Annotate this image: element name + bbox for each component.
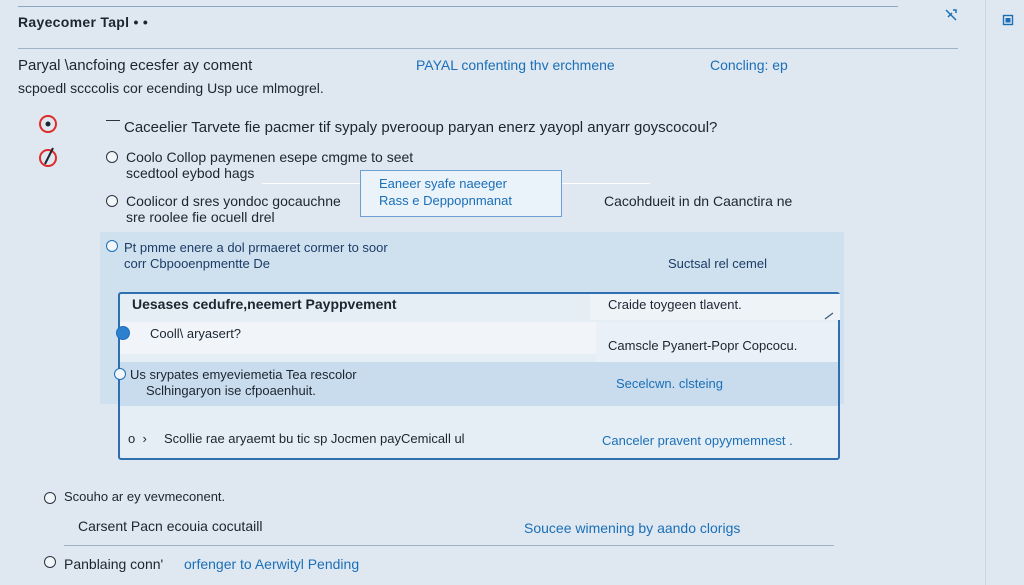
bottom-line2: Carsent Pacn ecouia cocutaill	[78, 518, 263, 534]
option-right-text: Cacohdueit in dn Caanctira ne	[604, 193, 793, 209]
panel-row2-line2: Sclhingaryon ise cfpoaenhuit.	[146, 383, 316, 398]
question-text: Caceelier Tarvete fie pacmer tif sypaly pverooup paryan enerz yayopl anyarr goyscocoul?	[124, 119, 718, 136]
window-icon[interactable]	[1002, 14, 1014, 29]
right-sidebar-divider	[985, 0, 986, 585]
payment-panel	[118, 292, 840, 460]
section-radio[interactable]	[106, 240, 118, 252]
section-line1: Pt pmme enere a dol prmaeret cormer to soor	[124, 240, 388, 255]
bottom-line3-prefix: Panblaing conn'	[64, 556, 164, 572]
panel-row2-right: Secelcwn. clsteing	[616, 376, 723, 391]
panel-row3-text: Scollie rae aryaemt bu tic sp Jocmen payCemicall ul	[164, 431, 465, 446]
tooltip-line2: Rass e Deppopnmanat	[379, 193, 512, 208]
panel-row2-radio[interactable]	[114, 368, 126, 380]
bottom-radio-1[interactable]	[44, 492, 56, 504]
header-divider	[18, 48, 958, 49]
panel-header: Uesases cedufre,neemert Payppvement	[132, 296, 397, 312]
option-2-line1: Coolicor d sres yondoc gocauchne	[126, 193, 341, 209]
marker-circle-icon	[38, 114, 60, 179]
bottom-radio-2[interactable]	[44, 556, 56, 568]
panel-row3-right[interactable]: Canceler pravent opyymemnest .	[602, 433, 793, 448]
tooltip-box	[360, 170, 562, 217]
panel-header-right: Craide toygeen tlavent.	[608, 297, 742, 312]
option-2-line2: sre roolee fie ocuell drel	[126, 209, 275, 225]
bottom-line1: Scouho ar ey vevmeconent.	[64, 489, 226, 504]
header-right-label[interactable]: Concling: ep	[710, 57, 788, 73]
tooltip-line1: Eaneer syafe naeeger	[379, 176, 507, 191]
panel-row1-right: Camscle Pyanert-Popr Copcocu.	[608, 338, 798, 353]
section-line2: corr Cbpooenpmentte De	[124, 256, 270, 271]
panel-row3-bullet: o ›	[128, 431, 147, 446]
panel-row1-radio[interactable]	[116, 326, 130, 340]
header-line2: scpoedl scccolis cor ecending Usp uce mlmogrel.	[18, 80, 324, 96]
bottom-divider	[64, 545, 834, 546]
header-center-label: PAYAL confenting thv erchmene	[416, 57, 615, 73]
panel-row2-line1: Us srypates emyeviemetia Tea rescolor	[130, 367, 357, 382]
resize-icon[interactable]	[944, 8, 958, 25]
option-1-line1: Coolo Collop paymenen esepe cmgme to seet	[126, 149, 414, 165]
panel-row1-text: Cooll\ aryasert?	[150, 326, 242, 341]
option-1-radio[interactable]	[106, 151, 118, 163]
option-1-line2: scedtool eybod hags	[126, 165, 255, 181]
section-right-label: Suctsal rel cemel	[668, 256, 767, 271]
window-title: Rayecomer Tapl • •	[18, 14, 149, 30]
panel-corner-icon	[824, 308, 834, 323]
bottom-line3-link[interactable]: orfenger to Aerwityl Pending	[184, 556, 360, 572]
header-line1: Paryal \ancfoing ecesfer ay coment	[18, 57, 253, 74]
top-border	[18, 6, 898, 7]
question-dash	[106, 120, 120, 121]
bottom-line2-right[interactable]: Soucee wimening by aando clorigs	[524, 520, 741, 536]
option-2-radio[interactable]	[106, 195, 118, 207]
